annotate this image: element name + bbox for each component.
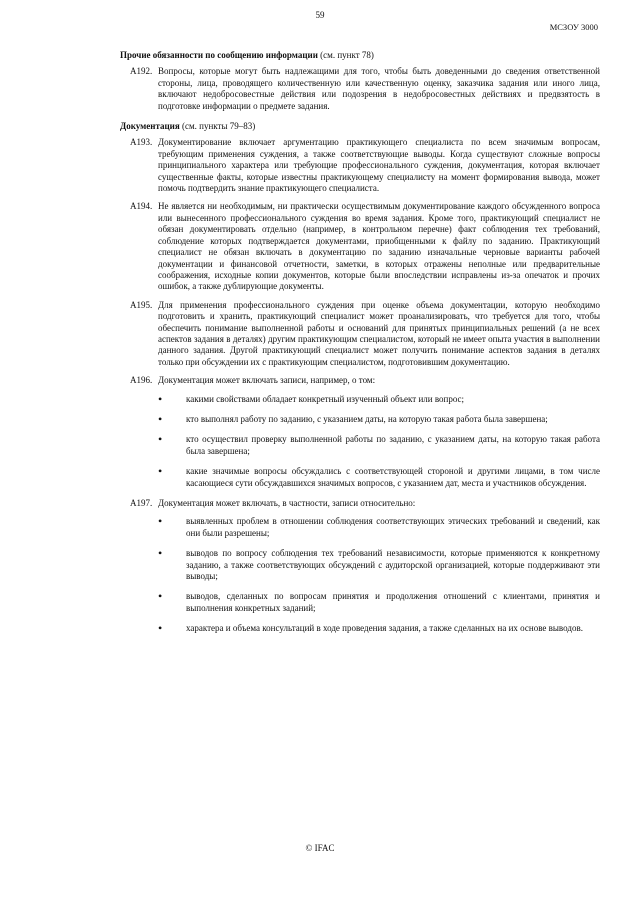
- paragraph-number: A197.: [130, 498, 153, 508]
- list-item-text: выводов по вопросу соблюдения тех требований независимости, которые применяются к конкретному заданию, а также соответствующих обсуждений с аудиторской организацией, которые поддерживают эти выводы;: [186, 548, 600, 582]
- list-item-text: кто осуществил проверку выполненной работы по заданию, с указанием даты, на которую такая работа была завершена;: [186, 434, 600, 456]
- list-item: [120, 434, 600, 457]
- bullet-list-a196: [120, 391, 600, 489]
- paragraph-a193: [120, 137, 600, 194]
- list-item: [120, 591, 600, 614]
- bullet-icon: •: [158, 546, 163, 561]
- bullet-icon: •: [158, 432, 163, 447]
- paragraph-number: A192.: [130, 66, 153, 77]
- section-heading-documentation: [120, 121, 600, 132]
- list-item-text: кто выполнял работу по заданию, с указанием даты, на которую такая работа была завершена;: [186, 413, 548, 424]
- paragraph-text: Для применения профессионального суждения при оценке объема документации, которую необходимо подготовить и хранить, практикующий специалист может проанализировать, что требуется для того, чтобы обеспечить понимание выполненной работы и оснований для принятых принципиальных решений (а не всех аспектов задания в деталях) другим практикующим специалистом, который не имеет опыта участия в выполнении данного задания. Другой практикующий специалист может получить понимание аспектов задания в деталях только при обсуждении их с практикующим специалистом, подготовившим документацию.: [158, 299, 600, 367]
- list-item-text: характера и объема консультаций в ходе проведения задания, а также сделанных на их основе выводов.: [186, 623, 583, 634]
- list-item: [120, 623, 600, 634]
- bullet-icon: •: [158, 391, 163, 406]
- paragraph-text: Вопросы, которые могут быть надлежащими для того, чтобы быть доведенными до сведения ответственной стороны, лица, проводящего количественную или качественную оценку, заказчика задания или иного лица, включают недобросовестные действия или подозрения в недобросовестных действиях и предвзятость в подготовке информации о предмете задания.: [158, 66, 600, 111]
- paragraph-a195: [120, 300, 600, 368]
- list-item: [120, 411, 600, 426]
- paragraph-number: A193.: [130, 137, 153, 148]
- bullet-icon: •: [158, 621, 163, 636]
- list-item: [120, 466, 600, 489]
- list-item: [120, 391, 600, 406]
- list-item-text: какие значимые вопросы обсуждались с соответствующей стороной и другими лицами, в том числе касающиеся сути обсуждавшихся значимых вопросов, с указанием дат, места и участников обсуждения.: [186, 466, 600, 488]
- paragraph-text: Не является ни необходимым, ни практически осуществимым документирование каждого обсужденного вопроса или вынесенного профессионального суждения во время задания. Кроме того, практикующий специалист не обязан документировать отдельно (например, в контрольном перечне) факт соблюдения тех требований, соблюдение которых подтверждается документами, приобщенными к файлу по заданию. Практикующий специалист не обязан включать в документацию по заданию изначальные черновые варианты рабочей документации и финансовой отчетности, заметки, в которых отражены неполные или предварительные соображения, исходные копии документов, которые были впоследствии исправлены из-за опечаток и прочих ошибок, а также дублирующие документы.: [158, 201, 600, 292]
- bullet-list-a197: [120, 516, 600, 634]
- heading-ref: (см. пункты 79–83): [179, 121, 256, 132]
- paragraph-a197: [120, 498, 600, 509]
- paragraph-number: A194.: [130, 201, 153, 212]
- bullet-icon: •: [158, 411, 163, 426]
- paragraph-a194: [120, 201, 600, 292]
- paragraph-a196: [120, 375, 600, 386]
- heading-title: Прочие обязанности по сообщению информации: [120, 50, 318, 60]
- bullet-icon: •: [158, 514, 163, 529]
- bullet-icon: •: [158, 464, 163, 479]
- heading-ref: (см. пункт 78): [317, 50, 374, 60]
- footer-copyright: © IFAC: [305, 843, 335, 853]
- standard-label: МСЗОУ 3000: [549, 22, 598, 32]
- list-item: [120, 548, 600, 582]
- paragraph-number: A196.: [130, 375, 153, 386]
- paragraph-text: Документирование включает аргументацию практикующего специалиста по всем значимым вопросам, требующим применения суждения, а также соответствующие выводы. Когда существуют сложные вопросы принципиального характера или требующие профессионального суждения, документация, которая включает существенные факты, которые известны практикующему специалисту на момент формирования вывода, может помочь подтвердить знание практикующего специалиста.: [158, 137, 600, 194]
- document-body: [120, 50, 600, 644]
- section-heading-other-duties: [120, 50, 600, 61]
- list-item: [120, 516, 600, 539]
- heading-title: Документация: [120, 121, 180, 132]
- paragraph-text: Документация может включать, в частности, записи относительно:: [158, 498, 416, 508]
- paragraph-number: A195.: [130, 299, 153, 310]
- list-item-text: выявленных проблем в отношении соблюдения соответствующих этических требований и сведений, как они были разрешены;: [186, 516, 600, 538]
- page-number: 59: [315, 10, 325, 20]
- list-item-text: какими свойствами обладает конкретный изученный объект или вопрос;: [186, 393, 465, 404]
- list-item-text: выводов, сделанных по вопросам принятия и продолжения отношений с клиентами, принятия и выполнения конкретных заданий;: [186, 591, 600, 613]
- paragraph-a192: [120, 66, 600, 112]
- bullet-icon: •: [158, 589, 163, 604]
- paragraph-text: Документация может включать записи, например, о том:: [158, 375, 376, 386]
